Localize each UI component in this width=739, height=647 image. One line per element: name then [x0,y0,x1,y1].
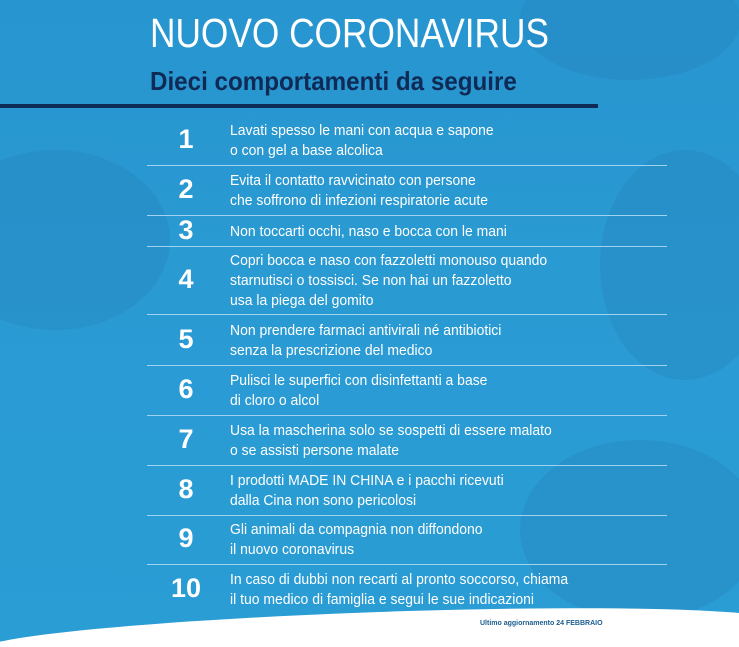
guideline-text [230,121,639,161]
guideline-number: 4 [178,264,194,294]
guideline-item [147,167,667,215]
guideline-text-line: o con gel a base alcolica [230,142,383,159]
guideline-text-line: Gli animali da compagnia non diffondono [230,521,483,538]
guideline-text-line: starnutisci o tossisci. Se non hai un fazzoletto [230,272,512,289]
guideline-text-line: che soffrono di infezioni respiratorie acute [230,192,488,209]
guideline-text-line: Non prendere farmaci antivirali né antibiotici [230,322,502,339]
guideline-text-line: il nuovo coronavirus [230,541,355,558]
row-separator [147,165,667,166]
guideline-item [147,317,667,365]
guideline-text-line: Evita il contatto ravvicinato con persone [230,172,476,189]
guideline-number: 10 [170,573,202,603]
guideline-text [230,222,639,242]
guideline-text [230,171,639,211]
guideline-number: 5 [178,324,194,354]
guideline-item [147,417,667,465]
row-separator [147,465,667,466]
row-separator [147,215,667,216]
guideline-text-line: dalla Cina non sono pericolosi [230,492,417,509]
guideline-text-line: Non toccarti occhi, naso e bocca con le mani [230,223,507,240]
guideline-number: 8 [178,474,194,504]
row-separator [147,314,667,315]
virus-decoration [0,150,170,330]
guideline-text [230,471,639,511]
page-subtitle: Dieci comportamenti da seguire [150,66,517,96]
guideline-text-line: senza la prescrizione del medico [230,342,433,359]
guideline-text-line: Pulisci le superfici con disinfettanti a base [230,372,488,389]
guideline-number: 6 [178,374,194,404]
guideline-text [230,421,639,461]
guideline-text [230,520,639,560]
guideline-number: 2 [178,174,194,204]
guideline-number: 9 [178,523,194,553]
guideline-text [230,251,639,311]
virus-decoration [520,0,739,80]
guideline-text [230,321,639,361]
guideline-item [147,117,667,165]
last-updated-note: Ultimo aggiornamento 24 FEBBRAIO [480,620,603,627]
row-separator [147,365,667,366]
guideline-text-line: Lavati spesso le mani con acqua e sapone [230,122,494,139]
guideline-item [147,467,667,515]
row-separator [147,415,667,416]
page-title: NUOVO CORONAVIRUS [150,10,549,56]
guideline-item [147,566,667,614]
guideline-text [230,570,639,610]
guideline-text-line: I prodotti MADE IN CHINA e i pacchi ricevuti [230,472,504,489]
guideline-text-line: Copri bocca e naso con fazzoletti monouso quando [230,252,548,269]
row-separator [147,246,667,247]
guideline-item [147,516,667,564]
guideline-item [147,248,667,314]
guideline-text-line: di cloro o alcol [230,392,320,409]
guideline-text [230,371,639,411]
guideline-item [147,215,667,246]
guideline-item [147,367,667,415]
guideline-text-line: Usa la mascherina solo se sospetti di essere malato [230,422,552,439]
guideline-text-line: o se assisti persone malate [230,442,400,459]
guideline-number: 3 [178,215,194,245]
guideline-text-line: In caso di dubbi non recarti al pronto soccorso, chiama [230,571,569,588]
guideline-text-line: il tuo medico di famiglia e segui le sue indicazioni [230,591,534,608]
guideline-text-line: usa la piega del gomito [230,292,374,309]
row-separator [147,564,667,565]
title-divider [0,104,598,108]
guideline-number: 1 [178,124,194,154]
guideline-number: 7 [178,424,194,454]
